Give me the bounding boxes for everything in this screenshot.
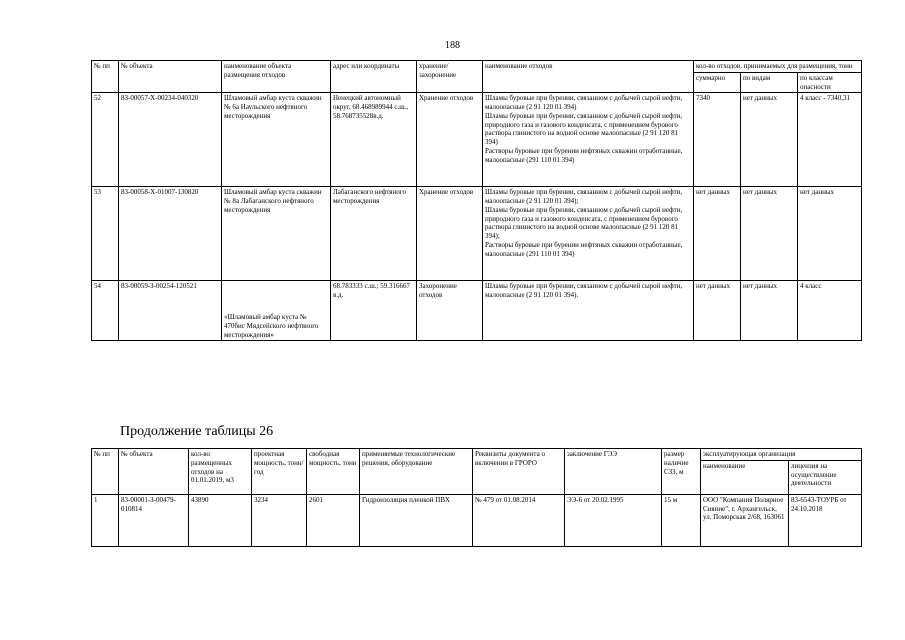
cell-organization-license: 83-6543-ТОУРБ от 24.10.2018 (789, 494, 862, 546)
cell-num: 53 (92, 187, 119, 281)
header-quantity-class: по классам опасности (798, 72, 862, 93)
header-num: № пп (92, 61, 119, 93)
waste-facilities-table (91, 60, 862, 341)
cell-waste-name: Шламы буровые при бурении, связанном с добычей сырой нефти, малоопасные (2 91 120 01 394). (483, 281, 694, 341)
header-organization-name: наименование (701, 460, 789, 494)
header-gee: заключение ГЭЭ (565, 449, 662, 495)
header-mode: хранение/захоронение (417, 61, 483, 93)
cell-quantity-kind: нет данных (741, 187, 798, 281)
waste-facilities-continuation-table (91, 448, 862, 547)
header-object-number: № объекта (119, 449, 189, 495)
cell-object-name: «Шламовый амбар куста № 470бис Мядсейского нефтяного месторождения» (222, 281, 331, 341)
header-num: № пп (92, 449, 119, 495)
cell-szz: 15 м (662, 494, 701, 546)
cell-num: 1 (92, 494, 119, 546)
header-quantity-total: суммарно (694, 72, 741, 93)
cell-address: Ненецкий автономный округ, 68.468989944 с.ш., 58.768735528в.д. (331, 93, 417, 187)
header-quantity-group: кол-во отходов, принимаемых для размещения, тонн (694, 61, 862, 73)
header-quantity-kind: по видам (741, 72, 798, 93)
header-object-number: № объекта (119, 61, 222, 93)
table-row (92, 187, 862, 281)
cell-quantity-class: нет данных (798, 187, 862, 281)
table-caption: Продолжение таблицы 26 (120, 424, 274, 439)
cell-quantity-total: нет данных (694, 281, 741, 341)
header-organization-group: эксплуатирующая организация (701, 449, 862, 461)
cell-quantity-kind: нет данных (741, 281, 798, 341)
cell-quantity-class: 4 класс (798, 281, 862, 341)
cell-num: 54 (92, 281, 119, 341)
cell-object-name: Шламовый амбар куста скважин № 6а Наульского нефтяного месторождения (222, 93, 331, 187)
header-technology: применяемые технологические решения, оборудование (360, 449, 473, 495)
cell-object-number: 83-00001-З-00479-010814 (119, 494, 189, 546)
cell-quantity-total: нет данных (694, 187, 741, 281)
cell-address: Лабаганского нефтяного месторождения (331, 187, 417, 281)
header-waste-name: наименование отходов (483, 61, 694, 93)
cell-object-number: 83-00057-Х-00234-040320 (119, 93, 222, 187)
table-header-row (92, 61, 862, 73)
cell-requisites: № 479 от 01.08.2014 (473, 494, 565, 546)
cell-waste-name: Шламы буровые при бурении, связанном с добычей сырой нефти, малоопасные (2 91 120 01 394); Шламы буровые при бурении, связанном с добычей сырой нефти, природного газа и газового конденсата, с применением бурового раствора глинистого на водной основе малоопасные (2 91 120 81 394); Растворы буровые при бурении нефтяных скважин отработанные, малоопасные (291 110 01 394) (483, 187, 694, 281)
cell-num: 52 (92, 93, 119, 187)
cell-waste-name: Шламы буровые при бурении, связанном с добычей сырой нефти, малоопасные (2 91 120 01 394) Шламы буровые при бурении, связанном с добычей сырой нефти, природного газа и газового конденсата, с применением бурового раствора глинистого на водной основе малоопасные (2 91 120 81 394) Растворы буровые при бурении нефтяных скважин отработанные, малоопасные (291 110 01 394) (483, 93, 694, 187)
table-row (92, 494, 862, 546)
header-object-name: наименование объекта размещения отходов (222, 61, 331, 93)
cell-gee: ЭЭ-6 от 20.02.1995 (565, 494, 662, 546)
header-design-capacity: проектная мощность, тонн/год (252, 449, 307, 495)
cell-quantity-kind: нет данных (741, 93, 798, 187)
header-requisites: Реквизиты документа о включении в ГРОРО (473, 449, 565, 495)
cell-quantity-class: 4 класс - 7340,31 (798, 93, 862, 187)
cell-mode: Хранение отходов (417, 93, 483, 187)
header-quantity-placed: кол-во размещенных отходов на 01.01.2019, м3 (189, 449, 252, 495)
cell-technology: Гидроизоляция пленкой ПВХ (360, 494, 473, 546)
cell-organization-name: ООО "Компания Полярное Сияние", г. Архангельск, ул. Поморская 2/68, 163061 (701, 494, 789, 546)
cell-mode: Хранение отходов (417, 187, 483, 281)
cell-quantity-placed: 43890 (189, 494, 252, 546)
table-row (92, 93, 862, 187)
cell-mode: Захоронение отходов (417, 281, 483, 341)
header-free-capacity: свободная мощность, тонн (307, 449, 360, 495)
cell-object-number: 83-00059-З-00254-120521 (119, 281, 222, 341)
table-header-row (92, 449, 862, 461)
header-address: адрес или координаты (331, 61, 417, 93)
cell-object-number: 83-00058-Х-01007-130820 (119, 187, 222, 281)
page-number: 188 (445, 40, 460, 51)
header-organization-license: лицензия на осуществление деятельности (789, 460, 862, 494)
cell-design-capacity: 3234 (252, 494, 307, 546)
table-row (92, 281, 862, 341)
header-szz: размер наличие СЗЗ, м (662, 449, 701, 495)
cell-free-capacity: 2601 (307, 494, 360, 546)
cell-quantity-total: 7340 (694, 93, 741, 187)
cell-object-name: Шламовый амбар куста скважин № 8а Лабаганского нефтяного месторождения (222, 187, 331, 281)
cell-address: 68.783333 с.ш.; 59.316667 в.д. (331, 281, 417, 341)
